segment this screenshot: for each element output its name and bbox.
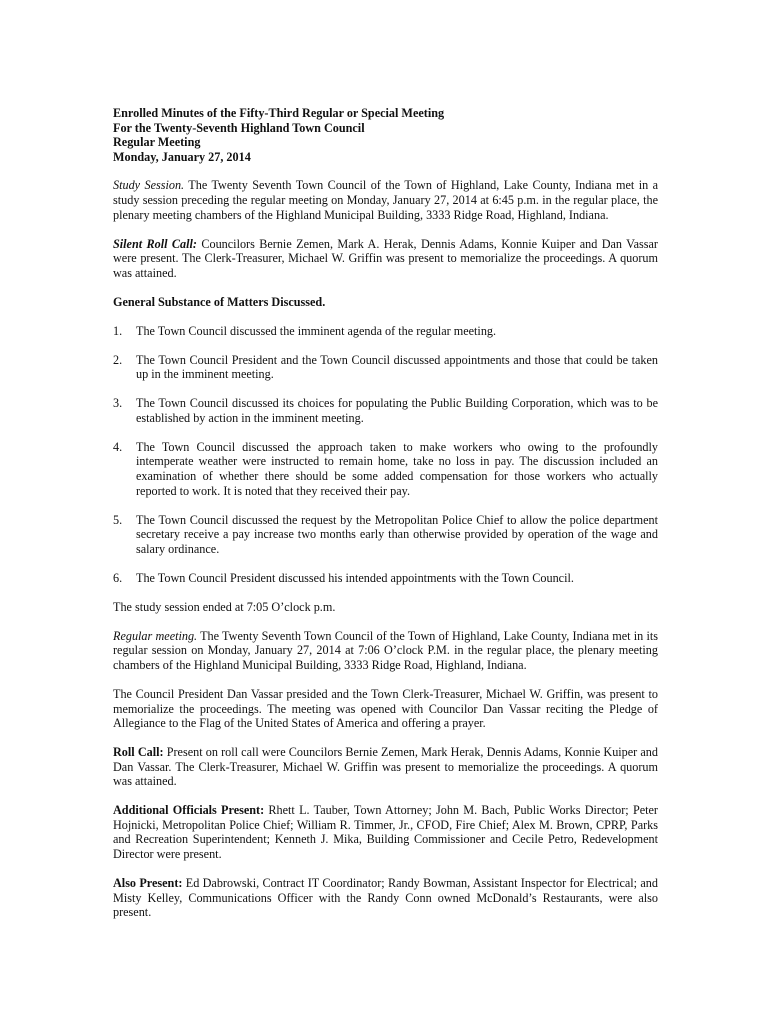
silent-roll-call-paragraph (113, 237, 658, 281)
roll-call-paragraph (113, 745, 658, 789)
study-session-text: The Twenty Seventh Town Council of the Town of Highland, Lake County, Indiana met in a study session preceding the regular meeting on Monday, January 27, 2014 at 6:45 p.m. in the regular place, the plenary meeting chambers of the Highland Municipal Building, 3333 Ridge Road, Highland, Indiana. (113, 178, 658, 222)
additional-officials-paragraph (113, 803, 658, 861)
additional-officials-lead: Additional Officials Present: (113, 803, 265, 818)
discussion-list (113, 324, 658, 586)
heading-line-1: Enrolled Minutes of the Fifty-Third Regular or Special Meeting (113, 106, 445, 120)
list-item (113, 324, 658, 339)
regular-meeting-paragraph (113, 629, 658, 673)
list-item (113, 396, 658, 425)
silent-roll-call-lead: Silent Roll Call: (113, 236, 197, 251)
list-item-number: 5. (113, 512, 123, 527)
heading-line-2: For the Twenty-Seventh Highland Town Council (113, 120, 365, 135)
study-session-lead: Study Session. (113, 178, 185, 193)
silent-roll-call-text: Councilors Bernie Zemen, Mark A. Herak, Dennis Adams, Konnie Kuiper and Dan Vassar were present. The Clerk-Treasurer, Michael W. Griffin was present to memorialize the proceedings. A quorum was attained. (113, 236, 658, 280)
study-ended-paragraph: The study session ended at 7:05 O’clock p.m. (113, 599, 336, 614)
list-item-text: The Town Council discussed its choices for populating the Public Building Corporation, which was to be established by action in the imminent meeting. (136, 396, 658, 425)
also-present-paragraph (113, 876, 658, 920)
regular-meeting-text: The Twenty Seventh Town Council of the Town of Highland, Lake County, Indiana met in its regular session on Monday, January 27, 2014 at 7:06 O’clock P.M. in the regular place, the plenary meeting chambers of the Highland Municipal Building, 3333 Ridge Road, Highland, Indiana. (113, 628, 658, 672)
list-item-text: The Town Council President and the Town Council discussed appointments and those that could be taken up in the imminent meeting. (136, 352, 658, 382)
study-session-paragraph (113, 178, 658, 222)
list-item-number: 6. (113, 570, 123, 585)
roll-call-text: Present on roll call were Councilors Bernie Zemen, Mark Herak, Dennis Adams, Konnie Kuiper and Dan Vassar. The Clerk-Treasurer, Michael W. Griffin was present to memorialize the proceedings. A quorum was attained. (113, 745, 658, 789)
list-item-text: The Town Council discussed the approach taken to make workers who owing to the profoundly intemperate weather were instructed to remain home, take no loss in pay. The discussion included an examination of whether there should be some added compensation for those workers who actually reported to work. It is noted that they received their pay. (136, 439, 658, 498)
list-item-text: The Town Council discussed the imminent agenda of the regular meeting. (136, 323, 497, 338)
also-present-text: Ed Dabrowski, Contract IT Coordinator; Randy Bowman, Assistant Inspector for Electrical; and Misty Kelley, Communications Officer with the Randy Conn owned McDonald’s Restaurants, were also present. (113, 876, 658, 920)
list-item (113, 571, 658, 586)
list-item-number: 4. (113, 439, 123, 454)
heading-line-3: Regular Meeting (113, 135, 201, 150)
additional-officials-text: Rhett L. Tauber, Town Attorney; John M. Bach, Public Works Director; Peter Hojnicki, Metropolitan Police Chief; William R. Timmer, Jr., CFOD, Fire Chief; Alex M. Brown, CPRP, Parks and Recreation Superintendent; Kenneth J. Mika, Building Commissioner and Cecile Petro, Redevelopment Director were present. (113, 803, 658, 862)
list-item-number: 3. (113, 396, 123, 411)
list-item-text: The Town Council discussed the request by the Metropolitan Police Chief to allow the police department secretary receive a pay increase two months early than otherwise provided by operation of the wage and salary ordinance. (136, 512, 658, 556)
roll-call-lead: Roll Call: (113, 745, 164, 760)
also-present-lead: Also Present: (113, 876, 183, 891)
heading-line-4: Monday, January 27, 2014 (113, 149, 251, 164)
list-item (113, 353, 658, 382)
document-heading (113, 106, 658, 164)
list-item (113, 513, 658, 557)
regular-meeting-lead: Regular meeting. (113, 628, 198, 643)
list-item-text: The Town Council President discussed his intended appointments with the Town Council. (136, 570, 574, 585)
list-item-number: 1. (113, 323, 123, 338)
general-substance-title: General Substance of Matters Discussed. (113, 294, 326, 309)
list-item-number: 2. (113, 352, 123, 367)
presided-paragraph: The Council President Dan Vassar presided and the Town Clerk-Treasurer, Michael W. Griffin, was present to memorialize the proceedings. The meeting was opened with Councilor Dan Vassar reciting the Pledge of Allegiance to the Flag of the United States of America and offering a prayer. (113, 686, 658, 731)
list-item (113, 440, 658, 498)
